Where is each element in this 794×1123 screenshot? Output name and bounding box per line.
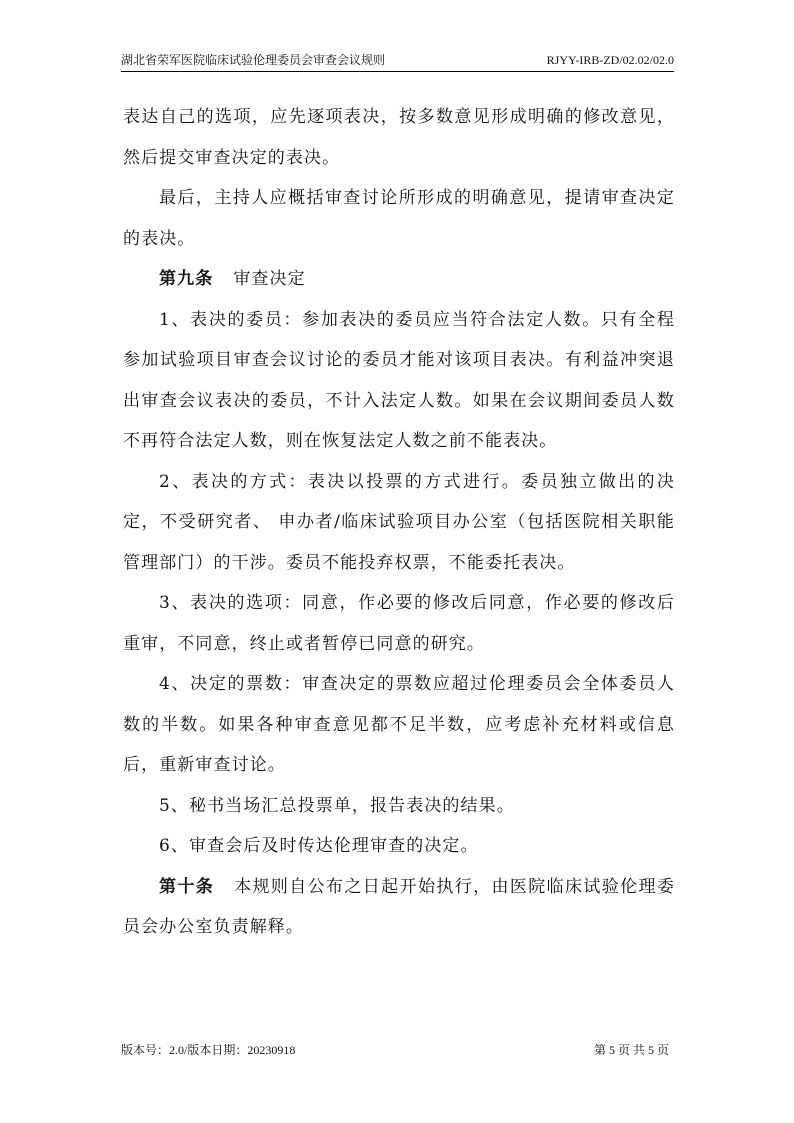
article-9-item: 2、表决的方式：表决以投票的方式进行。委员独立做出的决定，不受研究者、 申办者/临床试验项目办公室（包括医院相关职能管理部门）的干涉。委员不能投弃权票，不能委托表决。	[123, 471, 675, 573]
article-9-item: 6、审查会后及时传达伦理审查的决定。	[159, 836, 479, 856]
footer-page-number: 第 5 页 共 5 页	[593, 1043, 669, 1057]
paragraph-summary: 最后，主持人应概括审查讨论所形成的明确意见，提请审查决定的表决。	[123, 188, 675, 249]
article-10	[123, 867, 675, 948]
page-header	[121, 53, 674, 72]
footer-version: 版本号：2.0/版本日期：20230918	[121, 1043, 296, 1057]
article-9-item: 1、表决的委员：参加表决的委员应当符合法定人数。只有全程参加试验项目审查会议讨论的委员才能对该项目表决。有利益冲突退出审查会议表决的委员，不计入法定人数。如果在会议期间委员人数不再符合法定人数，则在恢复法定人数之前不能表决。	[123, 309, 675, 451]
article-9-item: 3、表决的选项：同意，作必要的修改后同意，作必要的修改后重审，不同意，终止或者暂停已同意的研究。	[123, 593, 675, 654]
article-9-title: 审查决定	[233, 269, 306, 289]
article-9-item: 4、决定的票数：审查决定的票数应超过伦理委员会全体委员人数的半数。如果各种审查意见都不足半数，应考虑补充材料或信息后，重新审查讨论。	[123, 674, 675, 775]
article-10-label: 第十条	[159, 876, 215, 897]
article-9-item: 5、秘书当场汇总投票单，报告表决的结果。	[159, 795, 515, 816]
article-9-heading	[123, 259, 675, 300]
article-10-text: 本规则自公布之日起开始执行，由医院临床试验伦理委员会办公室负责解释。	[123, 876, 675, 937]
document-body	[123, 97, 675, 948]
header-document-code: RJYY-IRB-ZD/02.02/02.0	[546, 53, 674, 67]
header-document-title: 湖北省荣军医院临床试验伦理委员会审查会议规则	[121, 53, 386, 67]
paragraph-continued: 表达自己的选项，应先逐项表决，按多数意见形成明确的修改意见，然后提交审查决定的表决。	[123, 107, 675, 168]
article-9-label: 第九条	[159, 269, 214, 289]
